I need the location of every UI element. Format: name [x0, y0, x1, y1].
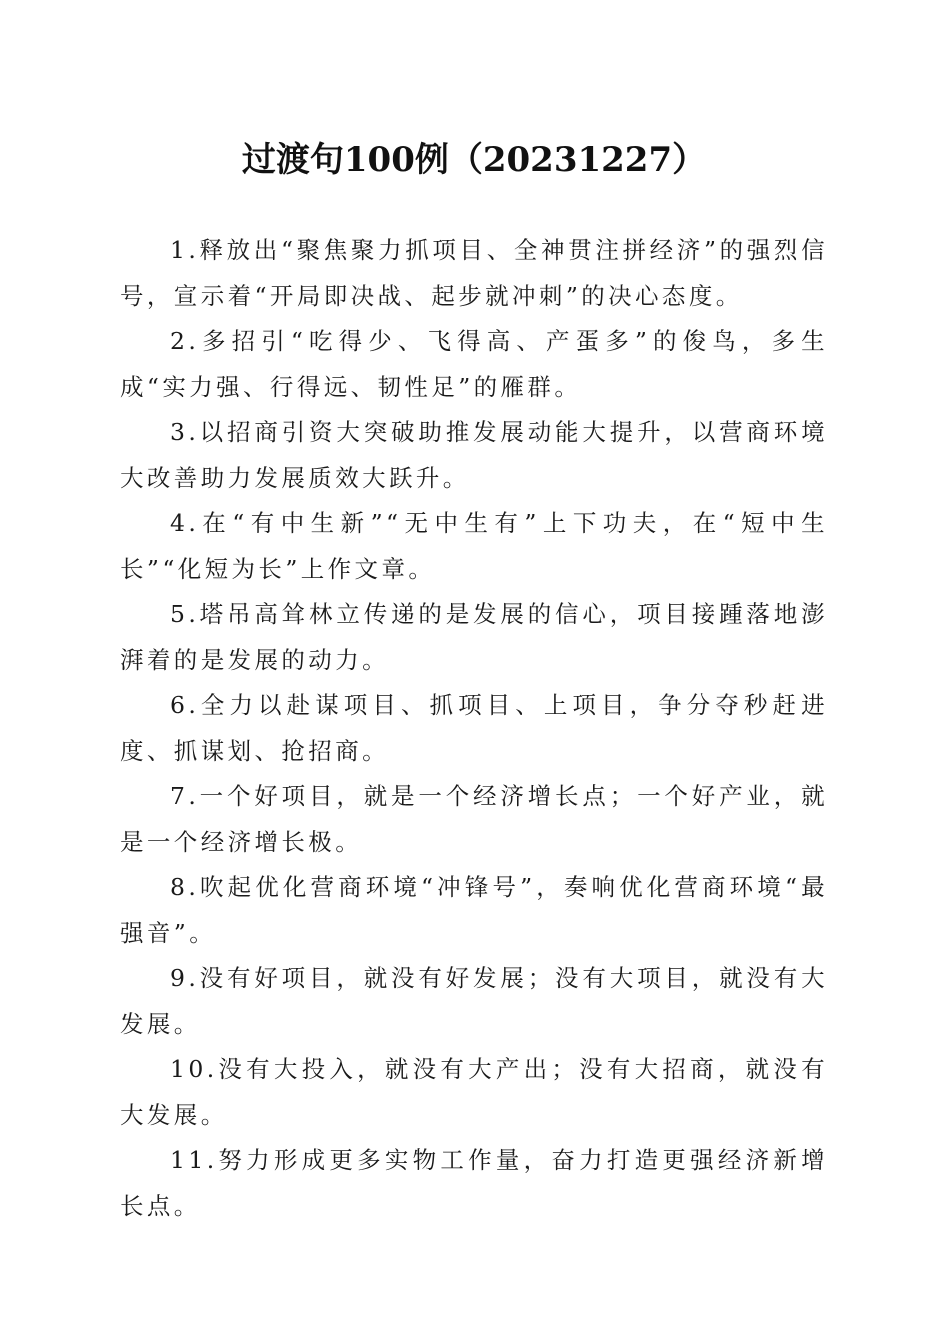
list-item: 11.努力形成更多实物工作量，奋力打造更强经济新增长点。	[120, 1146, 828, 1220]
list-item: 4.在“有中生新”“无中生有”上下功夫，在“短中生长”“化短为长”上作文章。	[120, 509, 828, 583]
list-item: 9.没有好项目，就没有好发展；没有大项目，就没有大发展。	[120, 964, 828, 1038]
list-item: 10.没有大投入，就没有大产出；没有大招商，就没有大发展。	[120, 1055, 828, 1129]
list-item: 5.塔吊高耸林立传递的是发展的信心，项目接踵落地澎湃着的是发展的动力。	[120, 600, 828, 674]
list-item: 1.释放出“聚焦聚力抓项目、全神贯注拼经济”的强烈信号，宣示着“开局即决战、起步就冲刺”的决心态度。	[120, 236, 828, 310]
list-item: 2.多招引“吃得少、飞得高、产蛋多”的俊鸟，多生成“实力强、行得远、韧性足”的雁群。	[120, 327, 828, 401]
list-item: 6.全力以赴谋项目、抓项目、上项目，争分夺秒赶进度、抓谋划、抢招商。	[120, 691, 828, 765]
list-item: 8.吹起优化营商环境“冲锋号”，奏响优化营商环境“最强音”。	[120, 873, 828, 947]
list-item: 7.一个好项目，就是一个经济增长点；一个好产业，就是一个经济增长极。	[120, 782, 828, 856]
item-list	[120, 228, 828, 1229]
document-title: 过渡句100例（20231227）	[241, 140, 707, 180]
list-item: 3.以招商引资大突破助推发展动能大提升，以营商环境大改善助力发展质效大跃升。	[120, 418, 828, 492]
